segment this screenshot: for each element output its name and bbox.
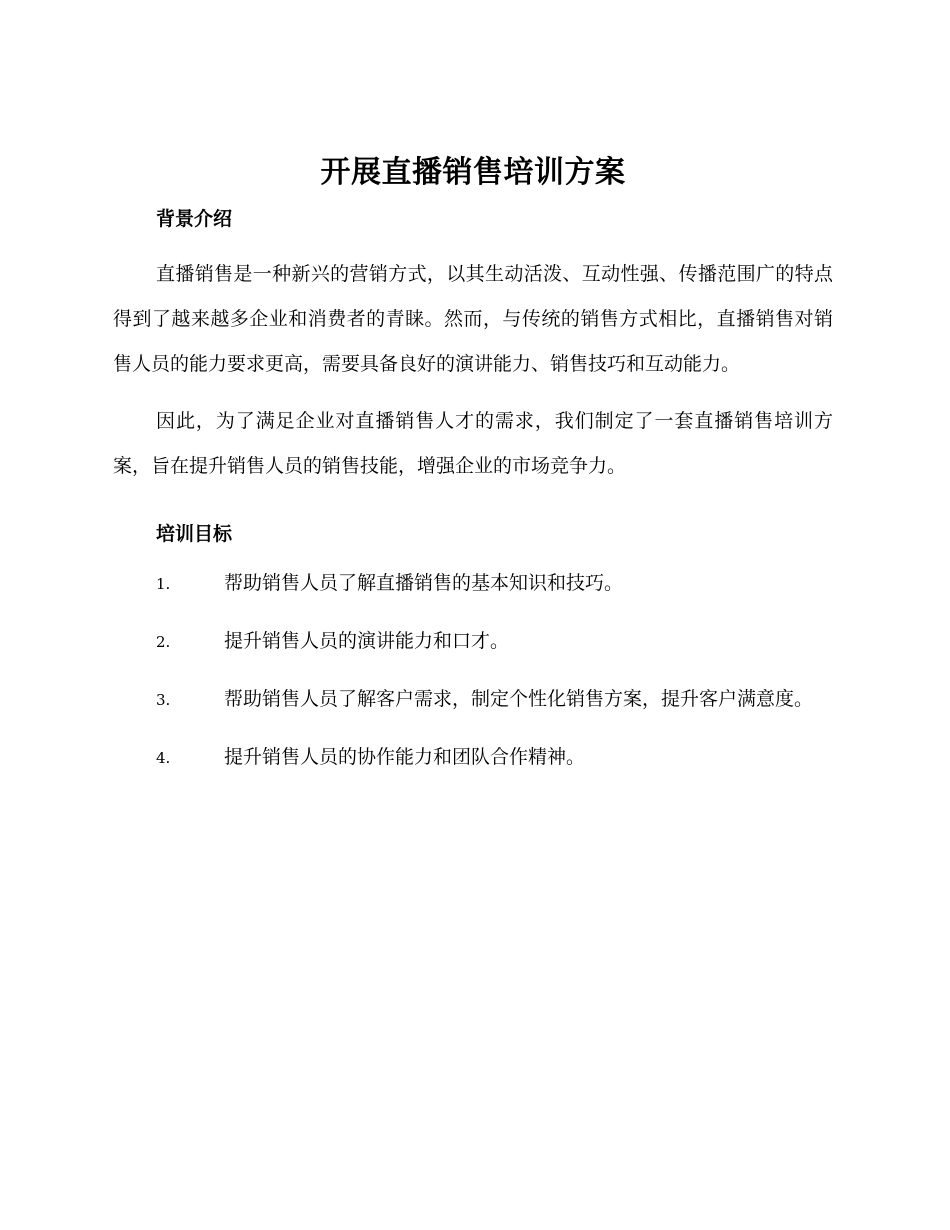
list-item-text: 提升销售人员的演讲能力和口才。 bbox=[224, 630, 510, 652]
list-item-text: 帮助销售人员了解直播销售的基本知识和技巧。 bbox=[224, 572, 624, 594]
list-item-number: 4. bbox=[156, 749, 171, 767]
section-heading-background: 背景介绍 bbox=[156, 208, 233, 230]
list-item-number: 1. bbox=[156, 575, 171, 593]
list-item-text: 提升销售人员的协作能力和团队合作精神。 bbox=[224, 746, 586, 768]
background-paragraph-1: 直播销售是一种新兴的营销方式，以其生动活泼、互动性强、传播范围广的特点得到了越来越多企业和消费者的青睐。然而，与传统的销售方式相比，直播销售对销售人员的能力要求更高，需要具备良好的演讲能力、销售技巧和互动能力。 bbox=[113, 263, 833, 375]
list-item bbox=[113, 677, 833, 723]
list-item-number: 2. bbox=[156, 633, 171, 651]
goals-list bbox=[113, 561, 833, 781]
list-item bbox=[113, 619, 833, 665]
section-heading-goals: 培训目标 bbox=[156, 523, 233, 545]
list-item-text: 帮助销售人员了解客户需求，制定个性化销售方案，提升客户满意度。 bbox=[224, 688, 814, 710]
list-item bbox=[113, 561, 833, 607]
background-paragraph-2: 因此，为了满足企业对直播销售人才的需求，我们制定了一套直播销售培训方案，旨在提升销售人员的销售技能，增强企业的市场竞争力。 bbox=[113, 410, 833, 477]
list-item bbox=[113, 735, 833, 781]
document-page bbox=[113, 150, 833, 781]
document-title: 开展直播销售培训方案 bbox=[320, 155, 626, 190]
list-item-number: 3. bbox=[156, 691, 171, 709]
